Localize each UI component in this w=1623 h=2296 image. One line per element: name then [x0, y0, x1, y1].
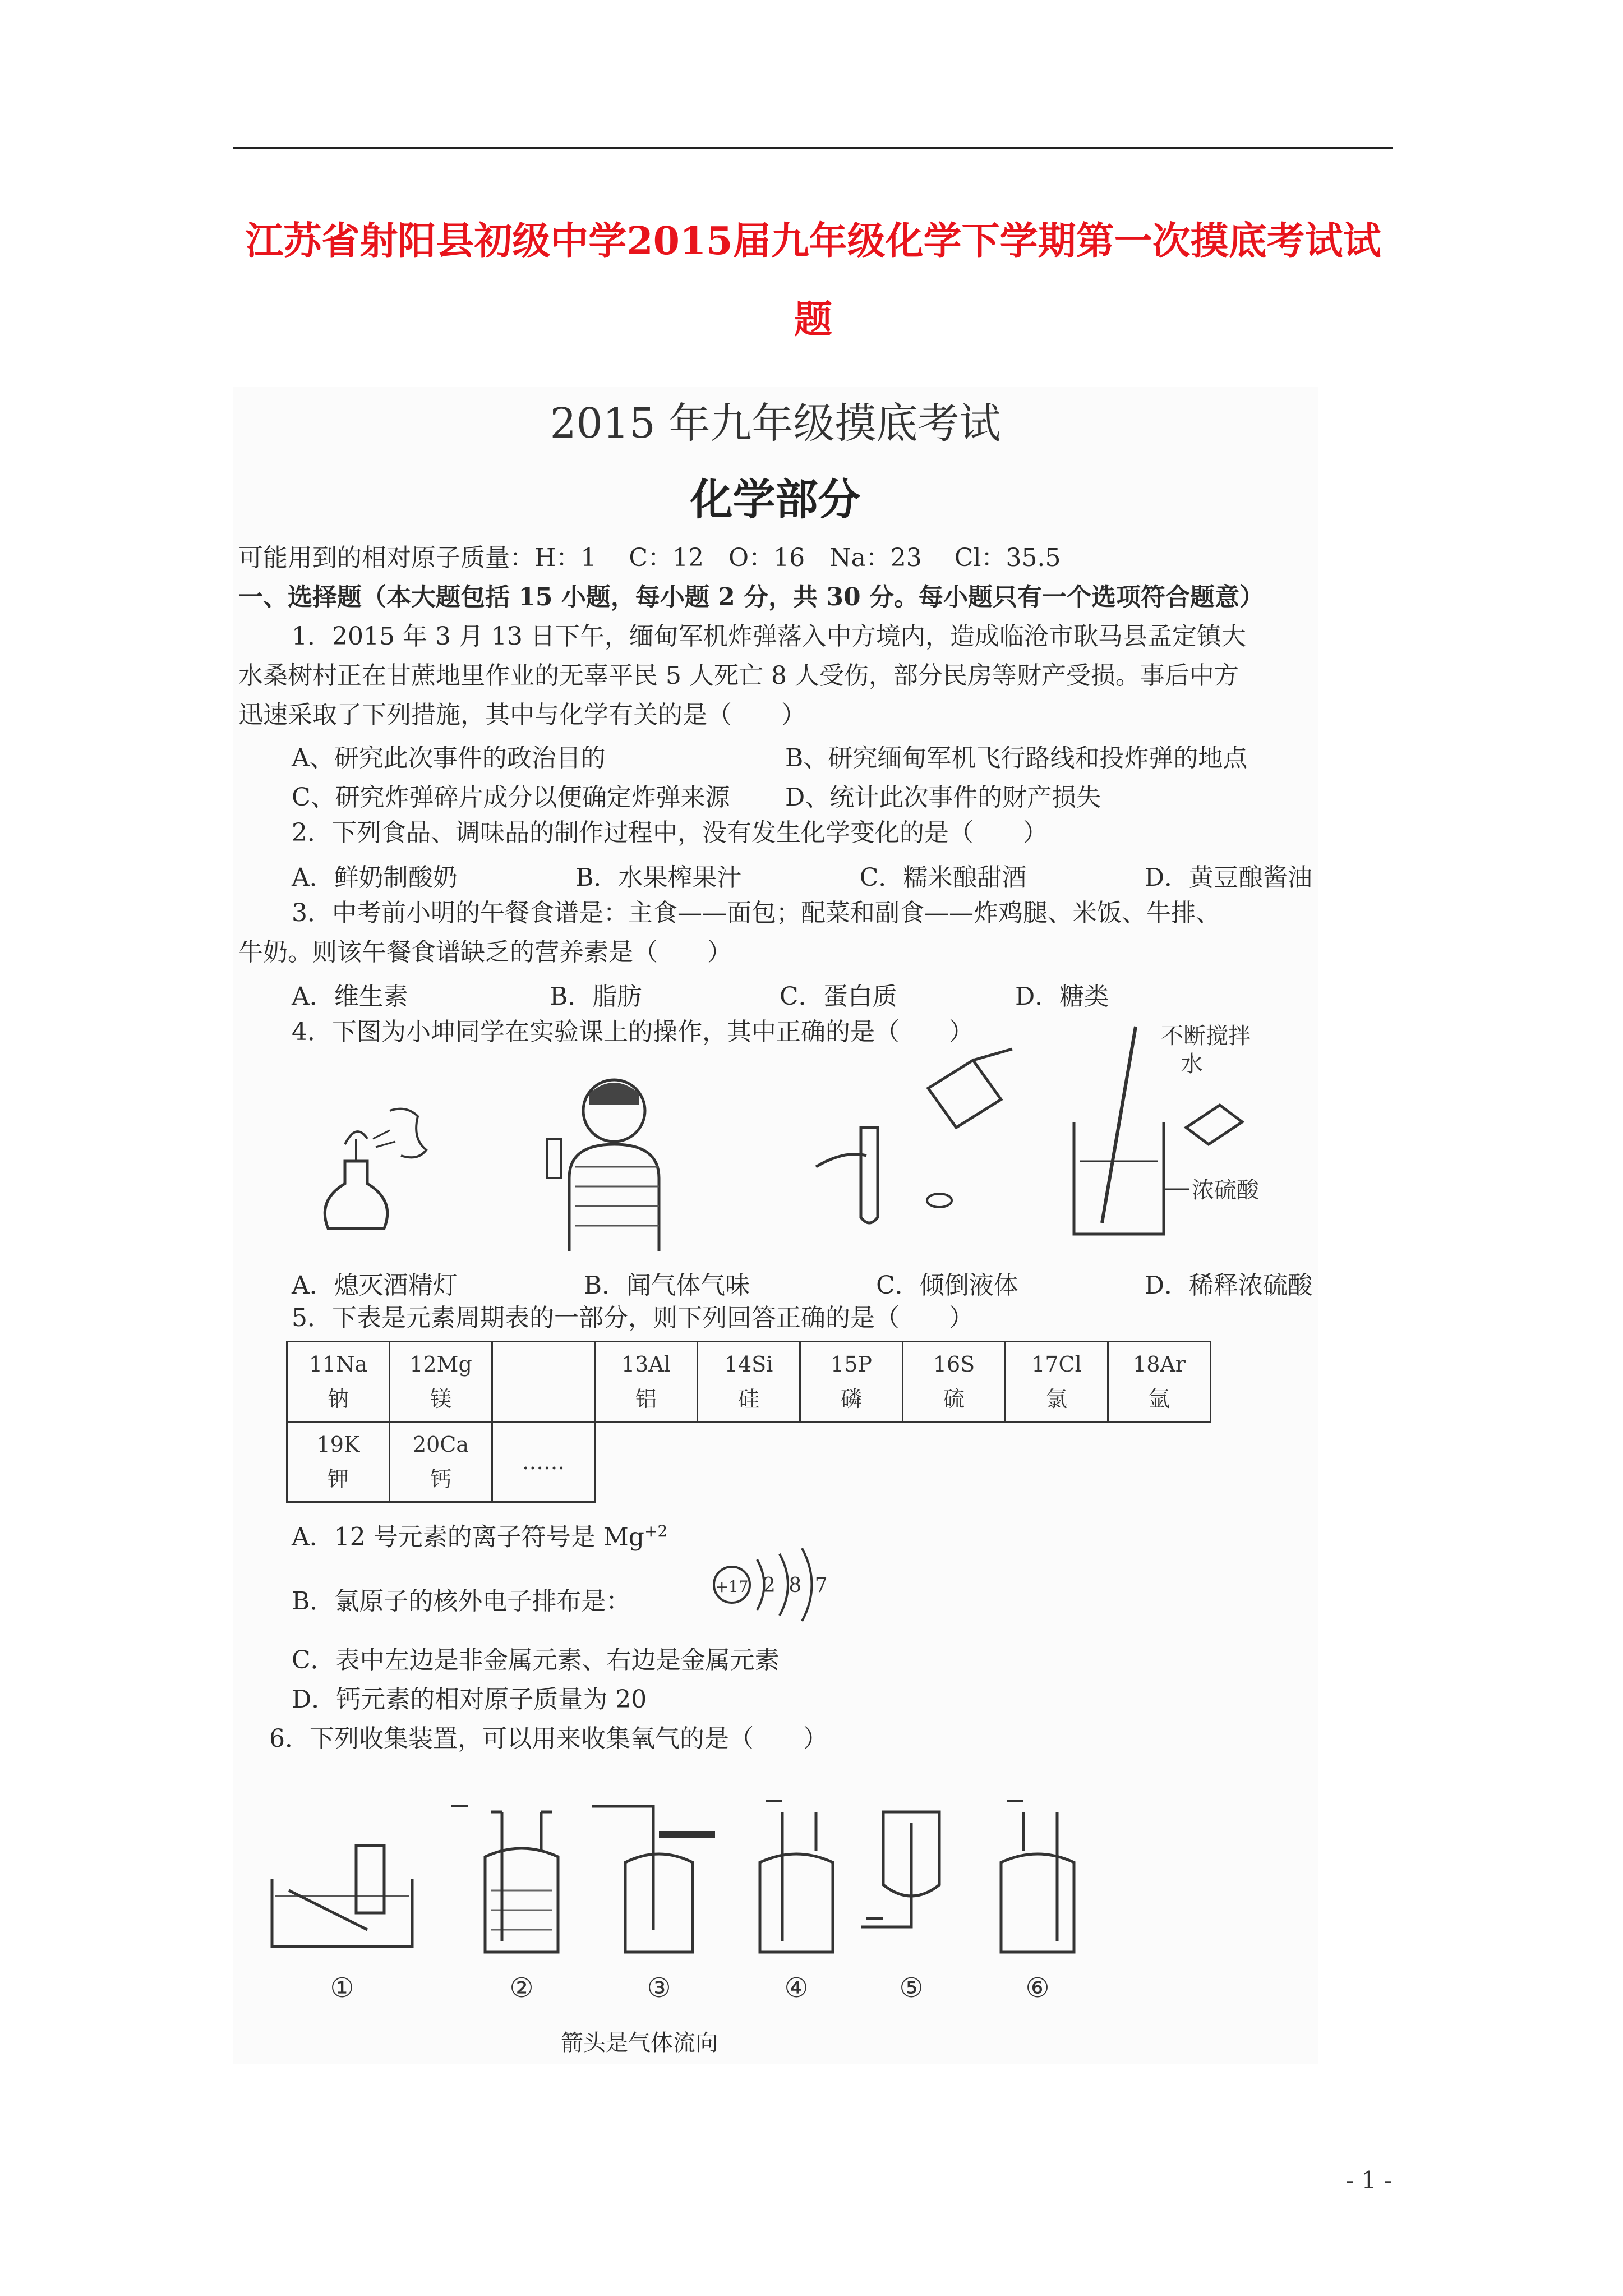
element-cell: 18Ar 氩 — [1108, 1342, 1211, 1422]
element-cell: 14Si 硅 — [698, 1342, 800, 1422]
q2-option-c: C．糯米酿甜酒 — [859, 863, 1027, 892]
q4-option-b: B．闻气体气味 — [583, 1271, 750, 1300]
element-cell: 11Na 钠 — [287, 1342, 390, 1422]
document-title — [202, 202, 1424, 359]
exam-subtitle: 化学部分 — [690, 475, 861, 524]
q2-options — [292, 857, 1312, 893]
extinguish-lamp-figure — [306, 1077, 451, 1245]
pour-liquid-figure — [794, 1043, 1018, 1228]
q3-options — [292, 976, 1290, 1012]
q4-option-c: C．倾倒液体 — [876, 1271, 1018, 1300]
periodic-row-4 — [287, 1422, 1211, 1502]
q1-line1: 1．2015 年 3 月 13 日下午，缅甸军机炸弹落入中方境内，造成临沧市耿马县孟定镇大 — [292, 622, 1246, 651]
q2-option-b: B．水果榨果汁 — [575, 863, 742, 892]
q3-line1: 3．中考前小明的午餐食谱是：主食——面包；配菜和副食——炸鸡腿、米饭、牛排、 — [292, 899, 1220, 927]
apparatus-label-6: ⑥ — [1025, 1972, 1050, 2004]
element-cell — [492, 1342, 595, 1422]
q5-option-a: A．12 号元素的离子符号是 $Mg^{+2}$ — [292, 1522, 668, 1552]
section-heading: 一、选择题（本大题包括 15 小题，每小题 2 分，共 30 分。每小题只有一个选项符合题意） — [238, 583, 1264, 611]
q5-option-d: D．钙元素的相对原子质量为 20 — [292, 1685, 647, 1714]
page-number: - 1 - — [1346, 2166, 1392, 2194]
element-cell: 17Cl 氯 — [1006, 1342, 1108, 1422]
q1-line2: 水桑树村正在甘蔗地里作业的无辜平民 5 人死亡 8 人受伤，部分民房等财产受损。事后中方 — [238, 661, 1239, 690]
q4-option-a: A．熄灭酒精灯 — [292, 1271, 458, 1300]
label-water: 水 — [1181, 1051, 1203, 1077]
q5-option-a-charge: +2 — [644, 1522, 668, 1540]
apparatus-label-1: ① — [330, 1972, 354, 2004]
label-acid: 浓硫酸 — [1192, 1177, 1259, 1203]
document-title-line2: 题 — [794, 297, 832, 342]
q6-stem: 6．下列收集装置，可以用来收集氧气的是（ ） — [269, 1724, 828, 1753]
q1-option-a: A、研究此次事件的政治目的 — [292, 744, 606, 772]
q2-option-d: D．黄豆酿酱油 — [1144, 863, 1312, 892]
periodic-table-fragment — [286, 1341, 1211, 1503]
gas-collection-apparatus — [266, 1789, 1304, 2014]
q1-options-ab — [292, 738, 1290, 774]
electron-shells: 2 8 7 — [763, 1574, 831, 1597]
q3-option-d: D．糖类 — [1015, 982, 1109, 1011]
q1-line3: 迅速采取了下列措施，其中与化学有关的是（ ） — [238, 701, 806, 729]
q6-caption: 箭头是气体流向 — [561, 2030, 718, 2056]
q5-option-c: C．表中左边是非金属元素、右边是金属元素 — [292, 1646, 780, 1674]
q4-stem: 4．下图为小坤同学在实验课上的操作，其中正确的是（ ） — [292, 1018, 974, 1046]
document-title-line1: 江苏省射阳县初级中学2015届九年级化学下学期第一次摸底考试试 — [245, 219, 1381, 264]
element-cell: 19K 钾 — [287, 1422, 390, 1502]
periodic-row-3 — [287, 1342, 1211, 1422]
dilute-acid-figure — [1040, 1010, 1276, 1251]
apparatus-label-5: ⑤ — [899, 1972, 924, 2004]
nucleus-charge: +17 — [715, 1577, 749, 1596]
q1-option-b: B、研究缅甸军机飞行路线和投炸弹的地点 — [785, 744, 1248, 772]
chlorine-electron-diagram — [707, 1548, 836, 1627]
smell-gas-figure — [536, 1066, 687, 1257]
q3-option-a: A．维生素 — [292, 982, 408, 1011]
apparatus-label-2: ② — [509, 1972, 534, 2004]
element-cell: 16S 硫 — [903, 1342, 1006, 1422]
element-cell: 13Al 铝 — [595, 1342, 698, 1422]
scanned-exam-image — [233, 387, 1318, 2064]
element-cell-ellipsis: …… — [492, 1422, 595, 1502]
q3-line2: 牛奶。则该午餐食谱缺乏的营养素是（ ） — [238, 938, 732, 967]
atomic-masses: 可能用到的相对原子质量：H：1 C：12 O：16 Na：23 Cl：35.5 — [238, 544, 1061, 572]
q4-option-d: D．稀释浓硫酸 — [1144, 1271, 1312, 1300]
q1-option-c: C、研究炸弹碎片成分以便确定炸弹来源 — [292, 783, 730, 812]
q1-options-cd — [292, 777, 1290, 813]
q2-stem: 2．下列食品、调味品的制作过程中，没有发生化学变化的是（ ） — [292, 818, 1048, 847]
q5-option-b: B．氯原子的核外电子排布是： — [292, 1587, 631, 1616]
q3-option-b: B．脂肪 — [550, 982, 642, 1011]
q5-stem: 5．下表是元素周期表的一部分，则下列回答正确的是（ ） — [292, 1304, 974, 1332]
apparatus-label-3: ③ — [647, 1972, 671, 2004]
element-cell: 12Mg 镁 — [390, 1342, 492, 1422]
q2-option-a: A．鲜奶制酸奶 — [292, 863, 458, 892]
label-stir: 不断搅拌 — [1161, 1023, 1251, 1049]
header-rule — [233, 147, 1393, 149]
element-cell: 15P 磷 — [800, 1342, 903, 1422]
q3-option-c: C．蛋白质 — [780, 982, 897, 1011]
q1-option-d: D、统计此次事件的财产损失 — [785, 783, 1101, 812]
apparatus-label-4: ④ — [784, 1972, 809, 2004]
q4-options — [292, 1265, 1312, 1301]
element-cell: 20Ca 钙 — [390, 1422, 492, 1502]
exam-title: 2015 年九年级摸底考试 — [550, 399, 1001, 448]
